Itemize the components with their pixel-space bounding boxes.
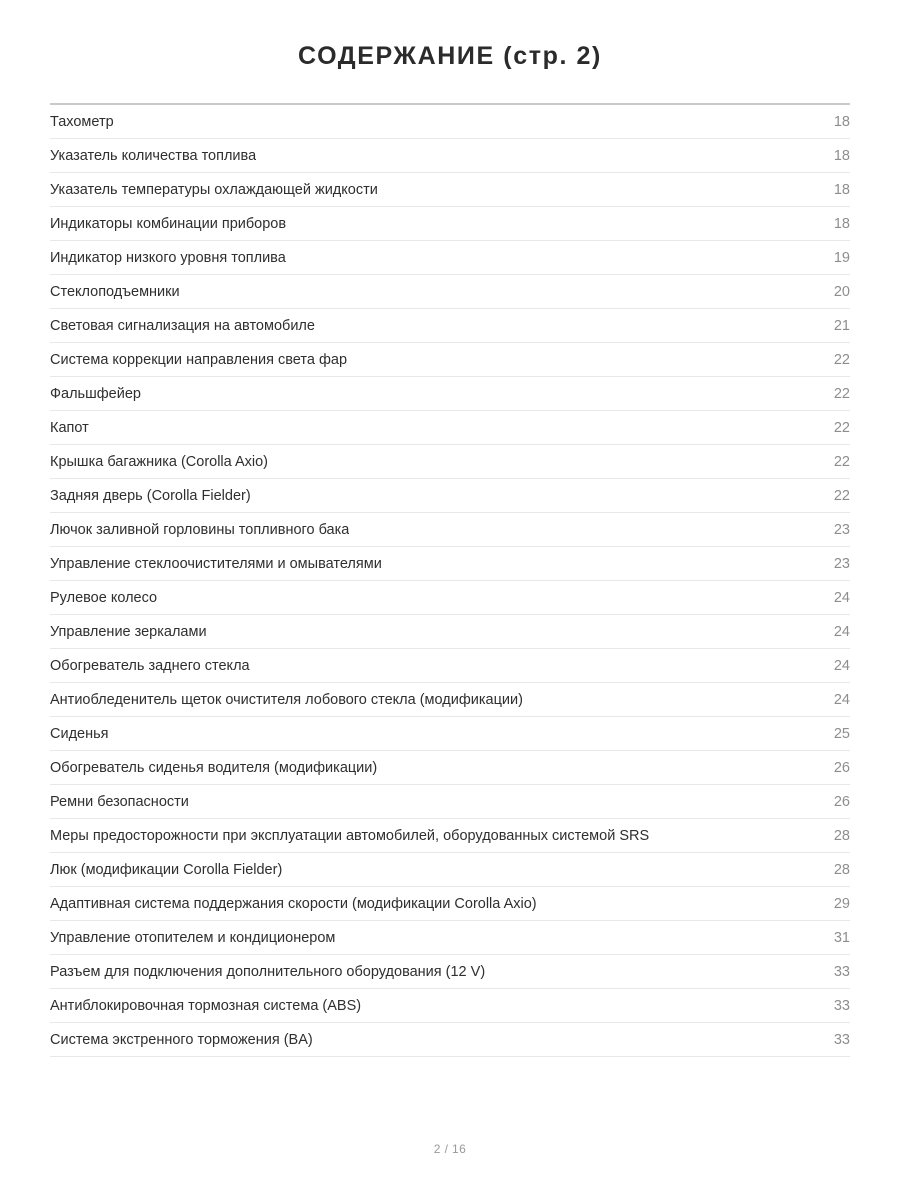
toc-entry-page-number: 31 — [833, 930, 850, 946]
toc-entry-title: Указатель температуры охлаждающей жидкости — [50, 182, 378, 198]
toc-entry-page-number: 22 — [833, 352, 850, 368]
toc-entry-title: Указатель количества топлива — [50, 148, 257, 164]
toc-entry-page-number: 25 — [833, 726, 850, 742]
toc-entry-title: Рулевое колесо — [50, 590, 158, 606]
toc-entry-page-number: 33 — [833, 964, 850, 980]
toc-entry[interactable] — [50, 887, 850, 921]
toc-entry-title: Тахометр — [50, 114, 114, 130]
toc-entry[interactable] — [50, 819, 850, 853]
toc-entry-title: Световая сигнализация на автомобиле — [50, 318, 315, 334]
toc-entry-title: Система экстренного торможения (BA) — [50, 1032, 313, 1048]
toc-entry[interactable] — [50, 207, 850, 241]
toc-entry-page-number: 22 — [833, 488, 850, 504]
toc-entry[interactable] — [50, 377, 850, 411]
toc-entry-title: Антиблокировочная тормозная система (ABS) — [50, 998, 362, 1014]
toc-entry[interactable] — [50, 275, 850, 309]
toc-entry[interactable] — [50, 241, 850, 275]
toc-entry[interactable] — [50, 921, 850, 955]
toc-entry-title: Индикаторы комбинации приборов — [50, 216, 287, 232]
toc-entry-page-number: 26 — [833, 794, 850, 810]
toc-entry-title: Управление стеклоочистителями и омывателями — [50, 556, 382, 572]
toc-entry[interactable] — [50, 445, 850, 479]
toc-entry-page-number: 33 — [833, 1032, 850, 1048]
toc-entry[interactable] — [50, 139, 850, 173]
toc-entry-page-number: 24 — [833, 692, 850, 708]
toc-entry[interactable] — [50, 547, 850, 581]
toc-entry-title: Обогреватель заднего стекла — [50, 658, 250, 674]
toc-entry[interactable] — [50, 717, 850, 751]
toc-entry-title: Фальшфейер — [50, 386, 141, 402]
toc-entry-page-number: 24 — [833, 624, 850, 640]
toc-entry[interactable] — [50, 615, 850, 649]
toc-entry-page-number: 22 — [833, 454, 850, 470]
toc-entry-title: Меры предосторожности при эксплуатации автомобилей, оборудованных системой SRS — [50, 828, 650, 844]
toc-entry-page-number: 22 — [833, 420, 850, 436]
toc-entry-title: Капот — [50, 420, 89, 436]
toc-entry-title: Ремни безопасности — [50, 794, 189, 810]
toc-entry[interactable] — [50, 683, 850, 717]
toc-entry-page-number: 18 — [833, 148, 850, 164]
toc-entry[interactable] — [50, 989, 850, 1023]
toc-entry-title: Система коррекции направления света фар — [50, 352, 348, 368]
table-of-contents — [50, 105, 850, 1057]
toc-entry-title: Антиобледенитель щеток очистителя лобового стекла (модификации) — [50, 692, 523, 708]
toc-entry-page-number: 29 — [833, 896, 850, 912]
toc-entry-page-number: 19 — [833, 250, 850, 266]
toc-entry[interactable] — [50, 411, 850, 445]
page-footer: 2 / 16 — [433, 1142, 467, 1156]
toc-entry[interactable] — [50, 853, 850, 887]
toc-entry-page-number: 33 — [833, 998, 850, 1014]
toc-entry-title: Адаптивная система поддержания скорости (модификации Corolla Axio) — [50, 896, 537, 912]
toc-entry-page-number: 18 — [833, 182, 850, 198]
toc-entry-page-number: 18 — [833, 114, 850, 130]
toc-entry-page-number: 18 — [833, 216, 850, 232]
toc-entry-page-number: 24 — [833, 658, 850, 674]
toc-entry[interactable] — [50, 309, 850, 343]
toc-entry-title: Крышка багажника (Corolla Axio) — [50, 454, 268, 470]
toc-entry-title: Управление отопителем и кондиционером — [50, 930, 336, 946]
toc-entry-title: Задняя дверь (Corolla Fielder) — [50, 488, 251, 504]
toc-entry-title: Сиденья — [50, 726, 109, 742]
toc-entry-page-number: 28 — [833, 862, 850, 878]
toc-entry[interactable] — [50, 1023, 850, 1057]
toc-entry-title: Обогреватель сиденья водителя (модификации) — [50, 760, 378, 776]
toc-entry-page-number: 23 — [833, 522, 850, 538]
toc-entry-page-number: 22 — [833, 386, 850, 402]
toc-entry-page-number: 26 — [833, 760, 850, 776]
toc-entry-title: Люк (модификации Corolla Fielder) — [50, 862, 283, 878]
toc-entry-page-number: 21 — [833, 318, 850, 334]
toc-entry[interactable] — [50, 513, 850, 547]
toc-entry[interactable] — [50, 105, 850, 139]
toc-entry-title: Разъем для подключения дополнительного оборудования (12 V) — [50, 964, 486, 980]
toc-entry[interactable] — [50, 479, 850, 513]
page-title: СОДЕРЖАНИЕ (стр. 2) — [298, 42, 602, 70]
toc-entry[interactable] — [50, 955, 850, 989]
toc-entry[interactable] — [50, 751, 850, 785]
toc-entry[interactable] — [50, 173, 850, 207]
toc-entry-page-number: 24 — [833, 590, 850, 606]
toc-entry[interactable] — [50, 581, 850, 615]
toc-entry-page-number: 23 — [833, 556, 850, 572]
toc-entry[interactable] — [50, 785, 850, 819]
toc-entry-title: Индикатор низкого уровня топлива — [50, 250, 286, 266]
toc-entry-title: Управление зеркалами — [50, 624, 207, 640]
toc-entry-page-number: 28 — [833, 828, 850, 844]
toc-entry[interactable] — [50, 649, 850, 683]
toc-entry[interactable] — [50, 343, 850, 377]
toc-entry-page-number: 20 — [833, 284, 850, 300]
toc-entry-title: Стеклоподъемники — [50, 284, 180, 300]
toc-entry-title: Лючок заливной горловины топливного бака — [50, 522, 350, 538]
